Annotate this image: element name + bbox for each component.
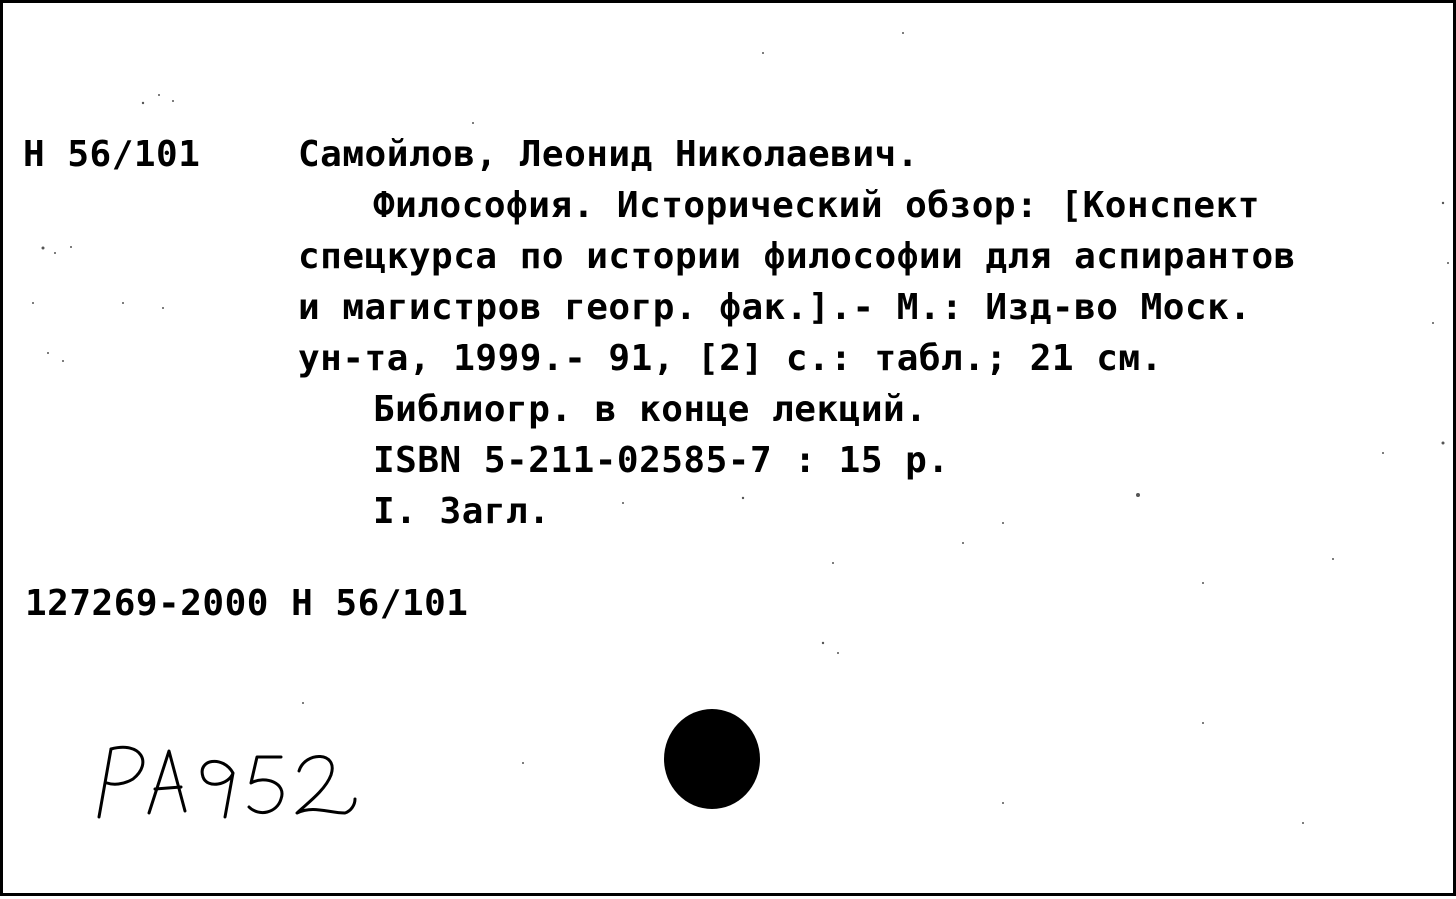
physical-description-line: ун-та, 1999.- 91, [2] с.: табл.; 21 см. <box>298 338 1163 379</box>
tracing-line: I. Загл. <box>373 491 551 532</box>
publication-line: и магистров геогр. фак.].- М.: Изд-во Моск. <box>298 287 1252 328</box>
title-continuation-line: спецкурса по истории философии для аспирантов <box>298 236 1296 277</box>
shelf-mark: Н 56/101 <box>23 134 201 175</box>
handwritten-mark <box>93 733 373 833</box>
accession-number: 127269-2000 Н 56/101 <box>25 583 469 624</box>
bibliography-note: Библиогр. в конце лекций. <box>373 389 928 430</box>
author-heading: Самойлов, Леонид Николаевич. <box>298 134 919 175</box>
punch-hole <box>664 709 760 809</box>
isbn-line: ISBN 5-211-02585-7 : 15 р. <box>373 440 950 481</box>
title-line: Философия. Исторический обзор: [Конспект <box>373 185 1260 226</box>
